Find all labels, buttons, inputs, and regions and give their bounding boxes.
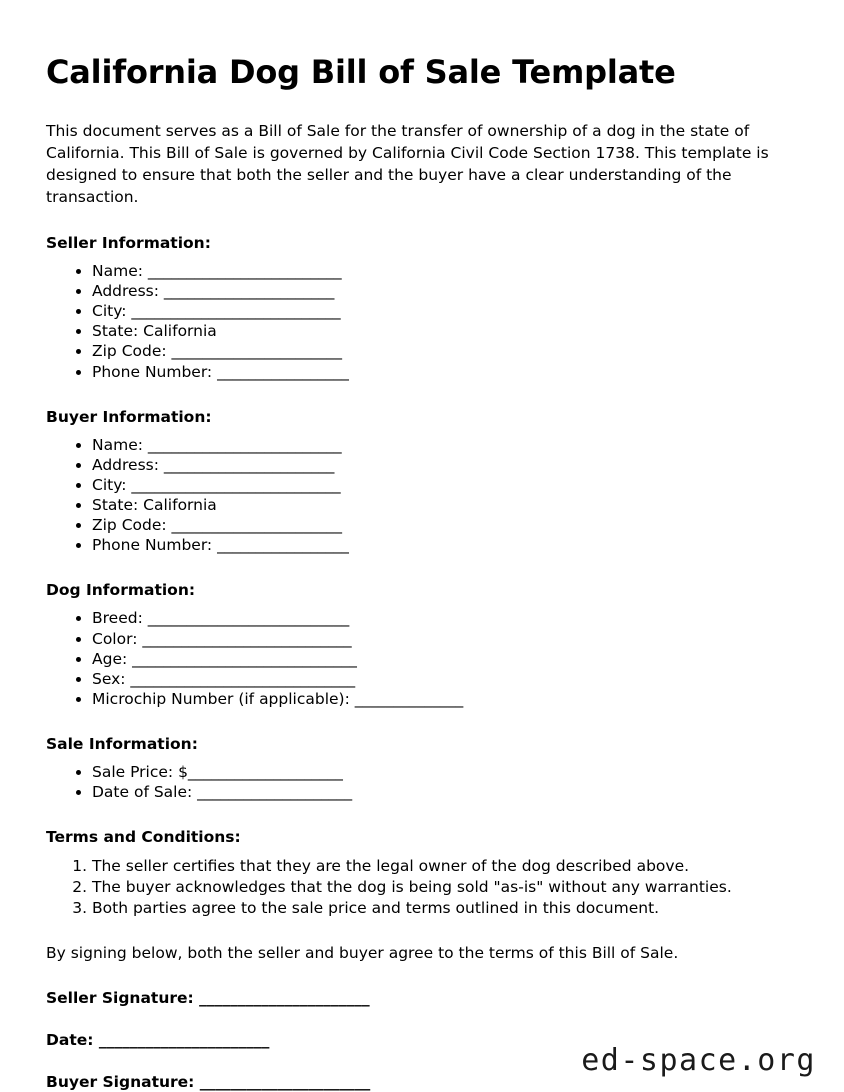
list-item: • Address: ______________________ <box>92 281 798 301</box>
list-item: • Phone Number: _________________ <box>92 535 798 555</box>
list-item: • Sex: _____________________________ <box>92 669 798 689</box>
seller-information-list <box>46 261 798 382</box>
list-item: 1. The seller certifies that they are the legal owner of the dog described above. <box>92 856 798 877</box>
list-item: • City: ___________________________ <box>92 475 798 495</box>
list-item: • Name: _________________________ <box>92 435 798 455</box>
list-item: 2. The buyer acknowledges that the dog is being sold "as-is" without any warranties. <box>92 877 798 898</box>
list-item: • Address: ______________________ <box>92 455 798 475</box>
list-item: • Sale Price: $____________________ <box>92 762 798 782</box>
buyer-information-list <box>46 435 798 556</box>
list-item: 3. Both parties agree to the sale price and terms outlined in this document. <box>92 898 798 919</box>
dog-information-list <box>46 608 798 709</box>
closing-statement: By signing below, both the seller and buyer agree to the terms of this Bill of Sale. <box>46 944 679 963</box>
list-item: • Phone Number: _________________ <box>92 362 798 382</box>
list-item: • Age: _____________________________ <box>92 649 798 669</box>
list-item: • Breed: __________________________ <box>92 608 798 628</box>
page-title: California Dog Bill of Sale Template <box>46 53 676 91</box>
list-item: • City: ___________________________ <box>92 301 798 321</box>
list-item: • Zip Code: ______________________ <box>92 515 798 535</box>
intro-paragraph: This document serves as a Bill of Sale for the transfer of ownership of a dog in the state of California. This Bill of Sale is governed by California Civil Code Section 1738. This template is designed to ensure that both the seller and the buyer have a clear understanding of the transaction. <box>46 121 769 206</box>
list-item: • Zip Code: ______________________ <box>92 341 798 361</box>
sale-information-list <box>46 762 798 802</box>
list-item: • State: California <box>92 321 798 341</box>
list-item: • Date of Sale: ____________________ <box>92 782 798 802</box>
list-item: • Name: _________________________ <box>92 261 798 281</box>
list-item: • Color: ___________________________ <box>92 629 798 649</box>
seller-signature-field: Seller Signature: ______________________ <box>46 988 370 1007</box>
list-item: • State: California <box>92 495 798 515</box>
watermark: ed-space.org <box>581 1043 816 1078</box>
terms-and-conditions-heading: Terms and Conditions: <box>46 828 241 847</box>
date-field: Date: ______________________ <box>46 1030 270 1049</box>
list-item: • Microchip Number (if applicable): ______________ <box>92 689 798 709</box>
buyer-signature-field: Buyer Signature: ______________________ <box>46 1072 371 1091</box>
dog-information-heading: Dog Information: <box>46 581 196 600</box>
buyer-information-heading: Buyer Information: <box>46 407 212 426</box>
seller-information-heading: Seller Information: <box>46 233 211 252</box>
sale-information-heading: Sale Information: <box>46 735 198 754</box>
terms-and-conditions-list <box>46 856 798 919</box>
